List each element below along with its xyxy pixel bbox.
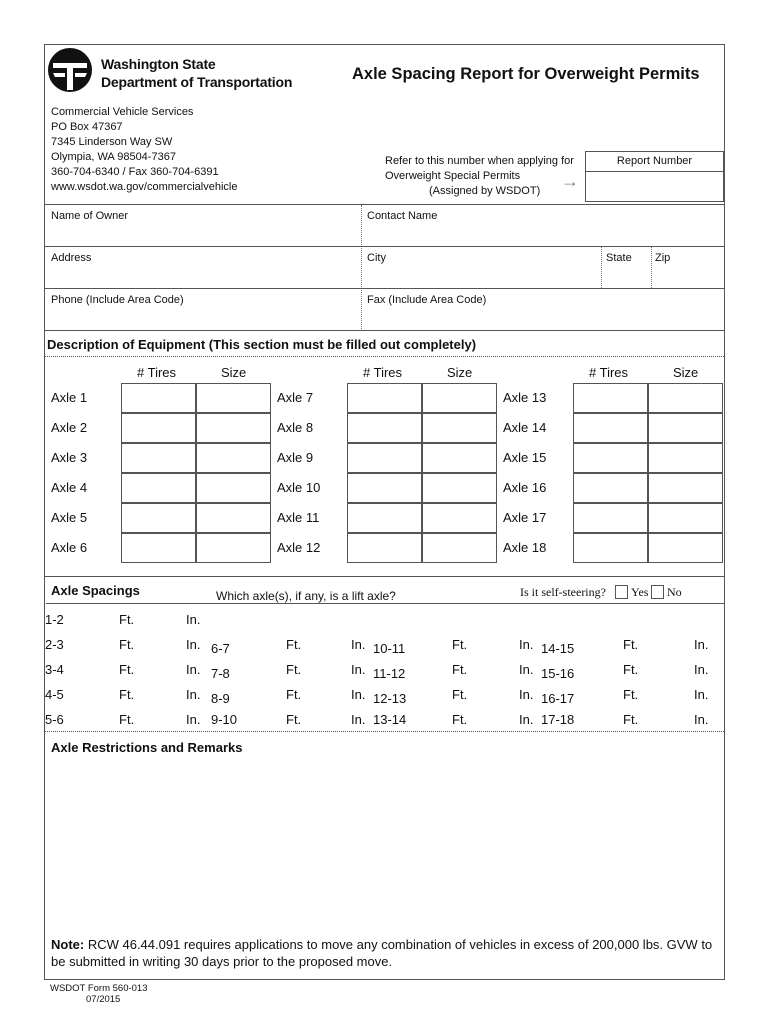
contact-name-label: Contact Name: [367, 210, 438, 222]
spacing-pair-label: 10-11: [373, 641, 406, 656]
size-input[interactable]: [196, 413, 271, 443]
divider: [45, 204, 724, 205]
spacing-pair-label: 8-9: [211, 691, 230, 706]
axle-label: Axle 16: [503, 480, 547, 495]
axle-label: Axle 1: [51, 390, 88, 405]
tires-input[interactable]: [121, 473, 196, 503]
inches-label: In.: [519, 637, 534, 652]
axle-label: Axle 7: [277, 390, 314, 405]
divider: [46, 603, 724, 604]
spacing-pair-label: 13-14: [373, 712, 407, 727]
owner-name-label: Name of Owner: [51, 210, 129, 222]
feet-input[interactable]: [89, 687, 117, 705]
inches-input[interactable]: [150, 712, 184, 730]
inches-input[interactable]: [315, 712, 349, 730]
yes-checkbox[interactable]: [615, 585, 628, 599]
feet-input[interactable]: [256, 712, 284, 730]
divider: [45, 731, 724, 732]
tires-column-header: # Tires: [137, 365, 177, 380]
tires-column-header: # Tires: [363, 365, 403, 380]
address-line: 7345 Linderson Way SW: [51, 136, 173, 148]
tires-input[interactable]: [121, 503, 196, 533]
divider: [45, 288, 724, 289]
feet-label: Ft.: [623, 637, 639, 652]
size-input[interactable]: [422, 383, 497, 413]
feet-input[interactable]: [593, 662, 621, 680]
address-line: PO Box 47367: [51, 121, 123, 133]
feet-input[interactable]: [89, 662, 117, 680]
tires-input[interactable]: [573, 473, 648, 503]
form-page: [44, 44, 725, 980]
axle-label: Axle 6: [51, 540, 88, 555]
axle-label: Axle 17: [503, 510, 547, 525]
address-label: Address: [51, 252, 92, 264]
tires-input[interactable]: [573, 383, 648, 413]
feet-input[interactable]: [422, 662, 450, 680]
address-line: Commercial Vehicle Services: [51, 106, 194, 118]
feet-label: Ft.: [119, 612, 135, 627]
form-number: WSDOT Form 560-013: [50, 983, 148, 994]
remarks-title: Axle Restrictions and Remarks: [51, 740, 243, 755]
size-input[interactable]: [196, 383, 271, 413]
feet-label: Ft.: [119, 662, 135, 677]
tires-input[interactable]: [347, 473, 422, 503]
size-input[interactable]: [648, 383, 723, 413]
inches-label: In.: [694, 662, 709, 677]
report-number-instructions: Refer to this number when applying for Overweight Special Permits (Assigned by WSDOT): [385, 155, 574, 197]
tires-input[interactable]: [347, 383, 422, 413]
agency-name-line2: Department of Transportation: [101, 74, 293, 90]
address-line: Olympia, WA 98504-7367: [51, 151, 176, 163]
feet-label: Ft.: [286, 662, 302, 677]
inches-label: In.: [519, 712, 534, 727]
feet-label: Ft.: [452, 712, 468, 727]
spacing-pair-label: 7-8: [211, 666, 230, 681]
tires-input[interactable]: [347, 443, 422, 473]
wsdot-logo-icon: [47, 47, 93, 93]
inches-label: In.: [519, 662, 534, 677]
arrow-right-icon: →: [561, 171, 579, 191]
inches-input[interactable]: [315, 662, 349, 680]
feet-input[interactable]: [89, 712, 117, 730]
inches-input[interactable]: [150, 637, 184, 655]
agency-name-line1: Washington State: [101, 56, 216, 72]
feet-label: Ft.: [286, 712, 302, 727]
size-input[interactable]: [648, 473, 723, 503]
self-steering-question: Is it self-steering?: [520, 585, 606, 599]
spacing-pair-label: 4-5: [45, 687, 64, 702]
yes-label: Yes: [631, 585, 649, 599]
divider: [45, 576, 724, 577]
axle-label: Axle 10: [277, 480, 321, 495]
divider: [45, 246, 724, 247]
equipment-section-title: Description of Equipment (This section must be filled out completely): [47, 337, 477, 352]
size-input[interactable]: [422, 503, 497, 533]
inches-label: In.: [694, 637, 709, 652]
spacing-pair-label: 12-13: [373, 691, 407, 706]
phone-label: Phone (Include Area Code): [51, 294, 184, 306]
axle-label: Axle 18: [503, 540, 547, 555]
inches-label: In.: [519, 687, 534, 702]
size-input[interactable]: [196, 443, 271, 473]
feet-label: Ft.: [119, 637, 135, 652]
feet-input[interactable]: [89, 612, 117, 630]
feet-label: Ft.: [452, 662, 468, 677]
axle-label: Axle 14: [503, 420, 547, 435]
feet-input[interactable]: [89, 637, 117, 655]
spacing-pair-label: 3-4: [45, 662, 64, 677]
inches-label: In.: [694, 687, 709, 702]
size-column-header: Size: [673, 365, 699, 380]
tires-input[interactable]: [121, 383, 196, 413]
inches-input[interactable]: [658, 637, 692, 655]
inches-label: In.: [351, 687, 366, 702]
inches-label: In.: [351, 712, 366, 727]
remarks-field[interactable]: [49, 759, 721, 929]
size-input[interactable]: [422, 413, 497, 443]
address-line: 360-704-6340 / Fax 360-704-6391: [51, 166, 219, 178]
report-number-box: [585, 151, 724, 202]
spacing-pair-label: 5-6: [45, 712, 64, 727]
size-input[interactable]: [648, 413, 723, 443]
spacing-pair-label: 9-10: [211, 712, 238, 727]
inches-input[interactable]: [483, 712, 517, 730]
feet-label: Ft.: [286, 637, 302, 652]
inches-input[interactable]: [483, 687, 517, 705]
fax-label: Fax (Include Area Code): [367, 294, 487, 306]
axle-label: Axle 13: [503, 390, 547, 405]
feet-label: Ft.: [452, 637, 468, 652]
size-input[interactable]: [648, 443, 723, 473]
divider: [361, 205, 362, 329]
city-label: City: [367, 252, 386, 264]
feet-input[interactable]: [256, 637, 284, 655]
size-input[interactable]: [196, 503, 271, 533]
feet-label: Ft.: [623, 712, 639, 727]
feet-input[interactable]: [422, 712, 450, 730]
state-label: State: [606, 252, 632, 264]
website-link[interactable]: www.wsdot.wa.gov/commercialvehicle: [51, 181, 238, 193]
spacing-pair-label: 16-17: [541, 691, 575, 706]
spacing-pair-label: 14-15: [541, 641, 575, 656]
zip-field[interactable]: [653, 267, 723, 287]
feet-label: Ft.: [119, 687, 135, 702]
inches-label: In.: [186, 687, 201, 702]
axle-label: Axle 11: [277, 510, 320, 525]
axle-label: Axle 5: [51, 510, 88, 525]
size-input[interactable]: [648, 503, 723, 533]
inches-input[interactable]: [150, 687, 184, 705]
tires-input[interactable]: [347, 413, 422, 443]
size-input[interactable]: [422, 533, 497, 563]
inches-label: In.: [186, 662, 201, 677]
divider: [601, 247, 602, 288]
spacing-pair-label: 15-16: [541, 666, 575, 681]
feet-label: Ft.: [623, 662, 639, 677]
inches-input[interactable]: [315, 637, 349, 655]
lift-axle-question: Which axle(s), if any, is a lift axle?: [216, 589, 396, 603]
axle-spacings-title: Axle Spacings: [51, 583, 140, 598]
city-field[interactable]: [363, 267, 598, 287]
spacing-pair-label: 17-18: [541, 712, 575, 727]
inches-input[interactable]: [150, 612, 184, 630]
no-label: No: [667, 585, 682, 599]
axle-label: Axle 15: [503, 450, 547, 465]
axle-label: Axle 12: [277, 540, 321, 555]
report-number-field[interactable]: [588, 173, 721, 199]
inches-input[interactable]: [658, 662, 692, 680]
phone-field[interactable]: [46, 309, 358, 329]
tires-input[interactable]: [121, 533, 196, 563]
inches-input[interactable]: [658, 712, 692, 730]
inches-label: In.: [351, 662, 366, 677]
inches-input[interactable]: [483, 662, 517, 680]
tires-input[interactable]: [121, 443, 196, 473]
spacing-pair-label: 11-12: [373, 666, 406, 681]
feet-input[interactable]: [422, 637, 450, 655]
axle-label: Axle 8: [277, 420, 314, 435]
inches-label: In.: [694, 712, 709, 727]
tires-input[interactable]: [121, 413, 196, 443]
feet-label: Ft.: [452, 687, 468, 702]
spacing-pair-label: 1-2: [45, 612, 64, 627]
spacing-pair-label: 6-7: [211, 641, 230, 656]
inches-label: In.: [186, 712, 201, 727]
form-date: 07/2015: [86, 994, 121, 1005]
form-title: Axle Spacing Report for Overweight Permits: [352, 65, 700, 83]
axle-label: Axle 2: [51, 420, 88, 435]
zip-label: Zip: [655, 252, 671, 264]
tires-column-header: # Tires: [589, 365, 629, 380]
tires-input[interactable]: [573, 533, 648, 563]
feet-input[interactable]: [256, 687, 284, 705]
inches-input[interactable]: [658, 687, 692, 705]
feet-input[interactable]: [256, 662, 284, 680]
feet-input[interactable]: [422, 687, 450, 705]
tires-input[interactable]: [347, 533, 422, 563]
inches-input[interactable]: [483, 637, 517, 655]
feet-label: Ft.: [286, 687, 302, 702]
feet-input[interactable]: [593, 712, 621, 730]
owner-name-field[interactable]: [46, 225, 358, 245]
divider: [45, 356, 724, 357]
tires-input[interactable]: [573, 413, 648, 443]
size-column-header: Size: [447, 365, 473, 380]
axle-label: Axle 3: [51, 450, 88, 465]
contact-name-field[interactable]: [363, 225, 723, 245]
tires-input[interactable]: [347, 503, 422, 533]
size-column-header: Size: [221, 365, 247, 380]
feet-label: Ft.: [119, 712, 135, 727]
feet-input[interactable]: [593, 637, 621, 655]
inches-label: In.: [186, 612, 201, 627]
size-input[interactable]: [196, 473, 271, 503]
axle-label: Axle 4: [51, 480, 88, 495]
note-text: [51, 936, 721, 970]
tires-input[interactable]: [573, 443, 648, 473]
note-label: Note:: [51, 937, 85, 952]
size-input[interactable]: [648, 533, 723, 563]
inches-input[interactable]: [150, 662, 184, 680]
divider: [45, 330, 724, 331]
fax-field[interactable]: [363, 309, 723, 329]
report-number-label: Report Number: [616, 155, 693, 167]
address-field[interactable]: [46, 267, 358, 287]
inches-label: In.: [351, 637, 366, 652]
note-body: RCW 46.44.091 requires applications to move any combination of vehicles in excess of 200,000 lbs. GVW to be submitted in writing 30 days prior to the proposed move.: [51, 937, 713, 969]
inches-input[interactable]: [315, 687, 349, 705]
no-checkbox[interactable]: [651, 585, 664, 599]
size-input[interactable]: [196, 533, 271, 563]
feet-label: Ft.: [623, 687, 639, 702]
size-input[interactable]: [422, 473, 497, 503]
axle-label: Axle 9: [277, 450, 314, 465]
feet-input[interactable]: [593, 687, 621, 705]
size-input[interactable]: [422, 443, 497, 473]
state-field[interactable]: [603, 267, 649, 287]
divider: [651, 247, 652, 288]
tires-input[interactable]: [573, 503, 648, 533]
inches-label: In.: [186, 637, 201, 652]
spacing-pair-label: 2-3: [45, 637, 64, 652]
